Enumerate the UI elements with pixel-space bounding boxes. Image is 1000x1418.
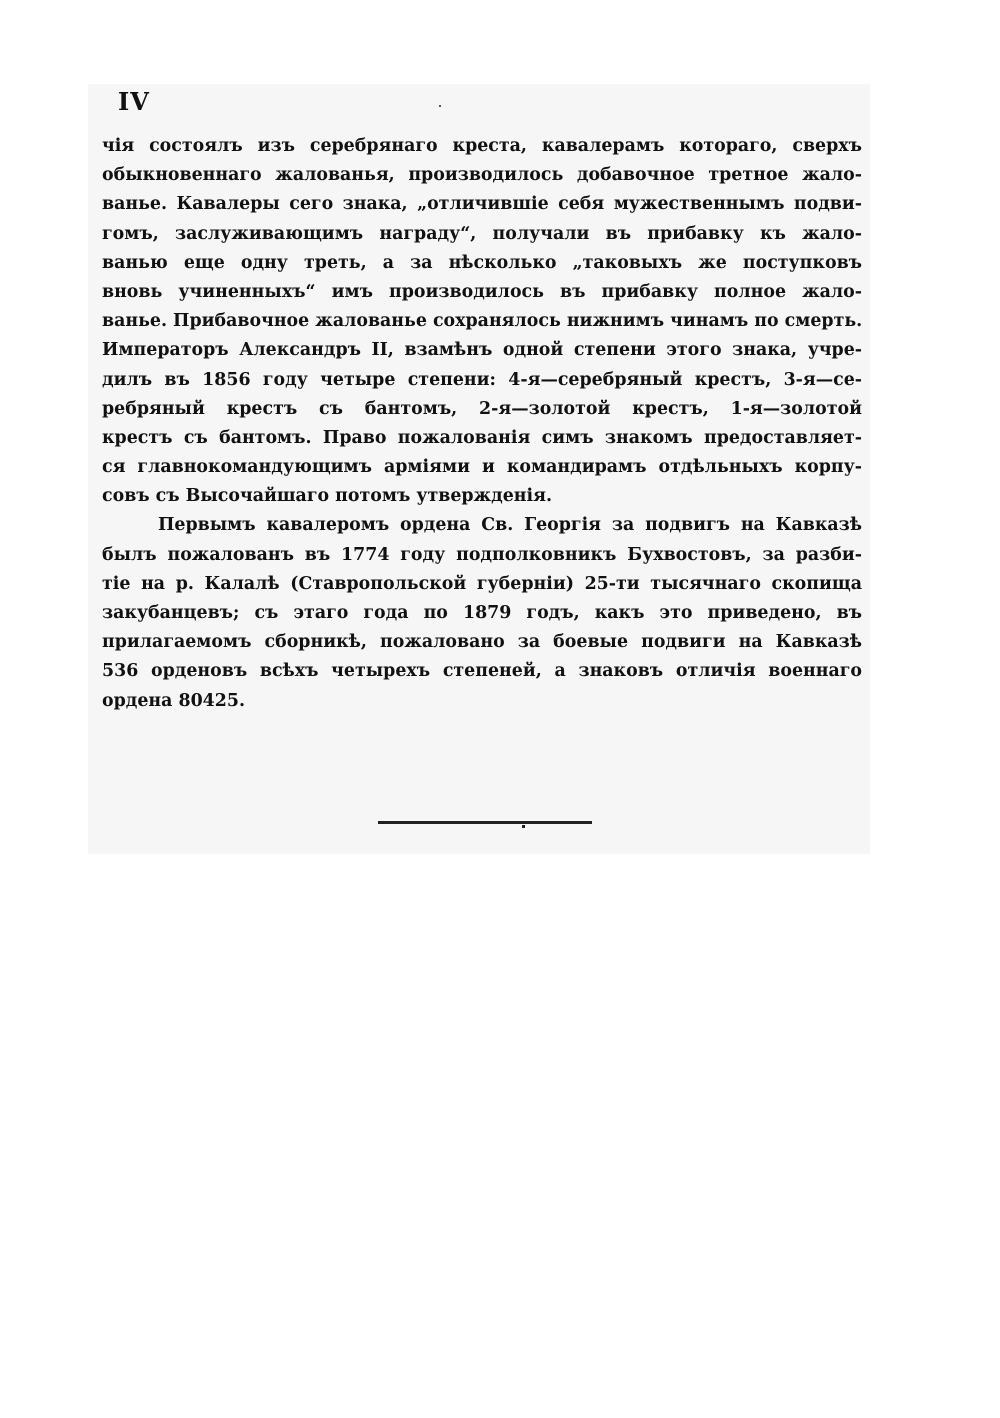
text-line: былъ пожалованъ въ 1774 году подполковникъ Бухвостовъ, за разби- <box>102 544 862 565</box>
paragraph-2 <box>102 511 862 715</box>
text-line: обыкновеннаго жалованья, производилось добавочное третное жало- <box>102 165 862 186</box>
text-line: ванье. Кавалеры сего знака, „отличившіе себя мужественнымъ подви- <box>102 194 862 215</box>
text-line: ванье. Прибавочное жалованье сохранялось нижнимъ чинамъ по смерть. <box>102 311 863 332</box>
section-divider-rule <box>378 821 592 824</box>
text-line: ся главнокомандующимъ арміями и командирамъ отдѣльныхъ корпу- <box>102 457 862 478</box>
text-line: крестъ съ бантомъ. Право пожалованія симъ знакомъ предоставляет- <box>102 427 862 448</box>
scan-speck <box>439 105 441 107</box>
text-line: ордена 80425. <box>102 690 246 711</box>
text-line: Первымъ кавалеромъ ордена Св. Георгія за подвигъ на Кавказѣ <box>158 515 862 536</box>
paragraph-1 <box>102 132 862 511</box>
text-line: чія состоялъ изъ серебрянаго креста, кавалерамъ котораго, сверхъ <box>102 136 862 156</box>
text-line: ванью еще одну треть, а за нѣсколько „таковыхъ же поступковъ <box>102 252 862 273</box>
text-line: Императоръ Александръ II, взамѣнъ одной степени этого знака, учре- <box>102 340 862 361</box>
divider-mark <box>522 825 525 828</box>
text-line: тіе на р. Калалѣ (Ставропольской губерніи) 25-ти тысячнаго скопища <box>102 573 862 594</box>
text-line: гомъ, заслуживающимъ награду“, получали въ прибавку къ жало- <box>102 223 862 244</box>
body-text <box>102 132 862 716</box>
text-line: закубанцевъ; съ этаго года по 1879 годъ, какъ это приведено, въ <box>102 603 862 623</box>
text-line: вновь учиненныхъ“ имъ производилось въ прибавку полное жало- <box>102 281 862 302</box>
page-number: IV <box>118 87 150 116</box>
text-line: совъ съ Высочайшаго потомъ утвержденія. <box>102 486 553 507</box>
text-line: дилъ въ 1856 году четыре степени: 4-я—серебряный крестъ, 3-я—се- <box>102 369 862 390</box>
text-line: 536 орденовъ всѣхъ четырехъ степеней, а знаковъ отличія военнаго <box>102 661 862 682</box>
text-line: ребряный крестъ съ бантомъ, 2-я—золотой крестъ, 1-я—золотой <box>102 398 862 419</box>
text-line: прилагаемомъ сборникѣ, пожаловано за боевые подвиги на Кавказѣ <box>102 632 862 653</box>
